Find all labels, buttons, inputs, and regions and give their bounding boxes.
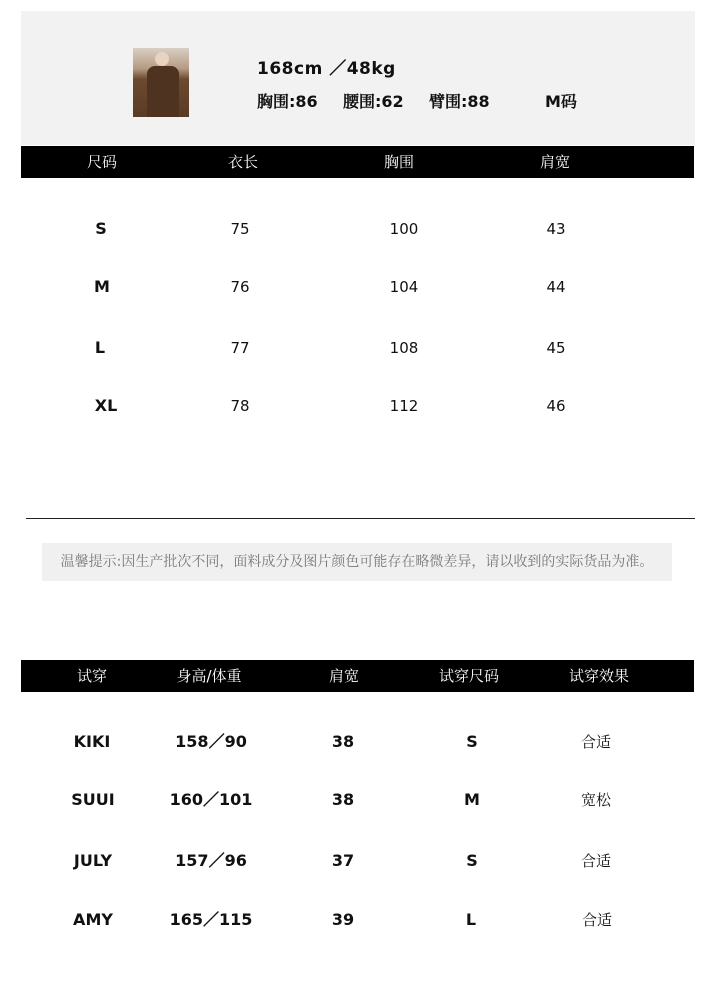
tryon-shoulder-cell: 38 <box>331 790 355 809</box>
shoulder-cell: 46 <box>546 397 566 415</box>
length-cell: 77 <box>230 339 250 357</box>
tryon-size-cell: L <box>465 910 477 929</box>
tryon-header-shoulder: 肩宽 <box>328 667 360 685</box>
bust-cell: 112 <box>389 397 419 415</box>
tryon-height-weight-cell: 157／96 <box>175 851 247 870</box>
size-cell: L <box>94 338 106 357</box>
tryon-fit-cell: 宽松 <box>580 791 612 809</box>
bust-cell: 100 <box>389 220 419 238</box>
tryon-size-cell: S <box>466 732 478 751</box>
model-face <box>155 52 169 66</box>
tryon-fit-cell: 合适 <box>580 733 612 751</box>
size-cell: XL <box>94 396 118 415</box>
size-table-row <box>21 272 694 302</box>
size-header-bust: 胸围 <box>383 153 415 171</box>
tryon-fit-cell: 合适 <box>581 911 613 929</box>
size-header-size: 尺码 <box>86 153 118 171</box>
tryon-name-cell: KIKI <box>73 732 111 751</box>
shoulder-cell: 45 <box>546 339 566 357</box>
tryon-size-cell: M <box>464 790 480 809</box>
tryon-shoulder-cell: 37 <box>331 851 355 870</box>
tryon-height-weight-cell: 165／115 <box>169 910 253 929</box>
tryon-header-name: 试穿 <box>76 667 108 685</box>
model-arm: 臂围:88 <box>429 92 490 111</box>
size-table-row <box>21 391 694 421</box>
tryon-fit-cell: 合适 <box>580 852 612 870</box>
size-table-row <box>21 333 694 363</box>
size-header-length: 衣长 <box>227 153 259 171</box>
tryon-name-cell: SUUI <box>71 790 115 809</box>
model-photo <box>133 48 189 117</box>
notice-banner: 温馨提示:因生产批次不同，面料成分及图片颜色可能存在略微差异，请以收到的实际货品为准。 <box>42 543 672 581</box>
model-size: M码 <box>545 92 577 111</box>
tryon-table-row <box>21 727 694 757</box>
model-bust: 胸围:86 <box>257 92 318 111</box>
tryon-header-height-weight: 身高/体重 <box>176 667 242 685</box>
model-info-panel <box>21 11 695 145</box>
model-coat <box>147 66 179 117</box>
tryon-name-cell: JULY <box>73 851 113 870</box>
model-measurements <box>257 89 677 112</box>
tryon-height-weight-cell: 158／90 <box>175 732 247 751</box>
section-divider <box>26 518 695 519</box>
model-height-weight: 168cm ／48kg <box>257 59 396 79</box>
size-header-shoulder: 肩宽 <box>539 153 571 171</box>
tryon-shoulder-cell: 38 <box>331 732 355 751</box>
shoulder-cell: 44 <box>546 278 566 296</box>
size-cell: S <box>95 219 107 238</box>
bust-cell: 104 <box>389 278 419 296</box>
bust-cell: 108 <box>389 339 419 357</box>
tryon-table-row <box>21 905 694 935</box>
length-cell: 75 <box>230 220 250 238</box>
tryon-height-weight-cell: 160／101 <box>169 790 253 809</box>
length-cell: 76 <box>230 278 250 296</box>
shoulder-cell: 43 <box>546 220 566 238</box>
tryon-table-row <box>21 846 694 876</box>
size-table-row <box>21 214 694 244</box>
tryon-header-fit: 试穿效果 <box>568 667 630 685</box>
tryon-table-header <box>21 660 694 692</box>
length-cell: 78 <box>230 397 250 415</box>
tryon-size-cell: S <box>466 851 478 870</box>
size-cell: M <box>94 277 110 296</box>
model-waist: 腰围:62 <box>343 92 404 111</box>
size-table-header <box>21 146 694 178</box>
tryon-shoulder-cell: 39 <box>331 910 355 929</box>
tryon-table-row <box>21 785 694 815</box>
tryon-name-cell: AMY <box>73 910 113 929</box>
tryon-header-size: 试穿尺码 <box>438 667 500 685</box>
